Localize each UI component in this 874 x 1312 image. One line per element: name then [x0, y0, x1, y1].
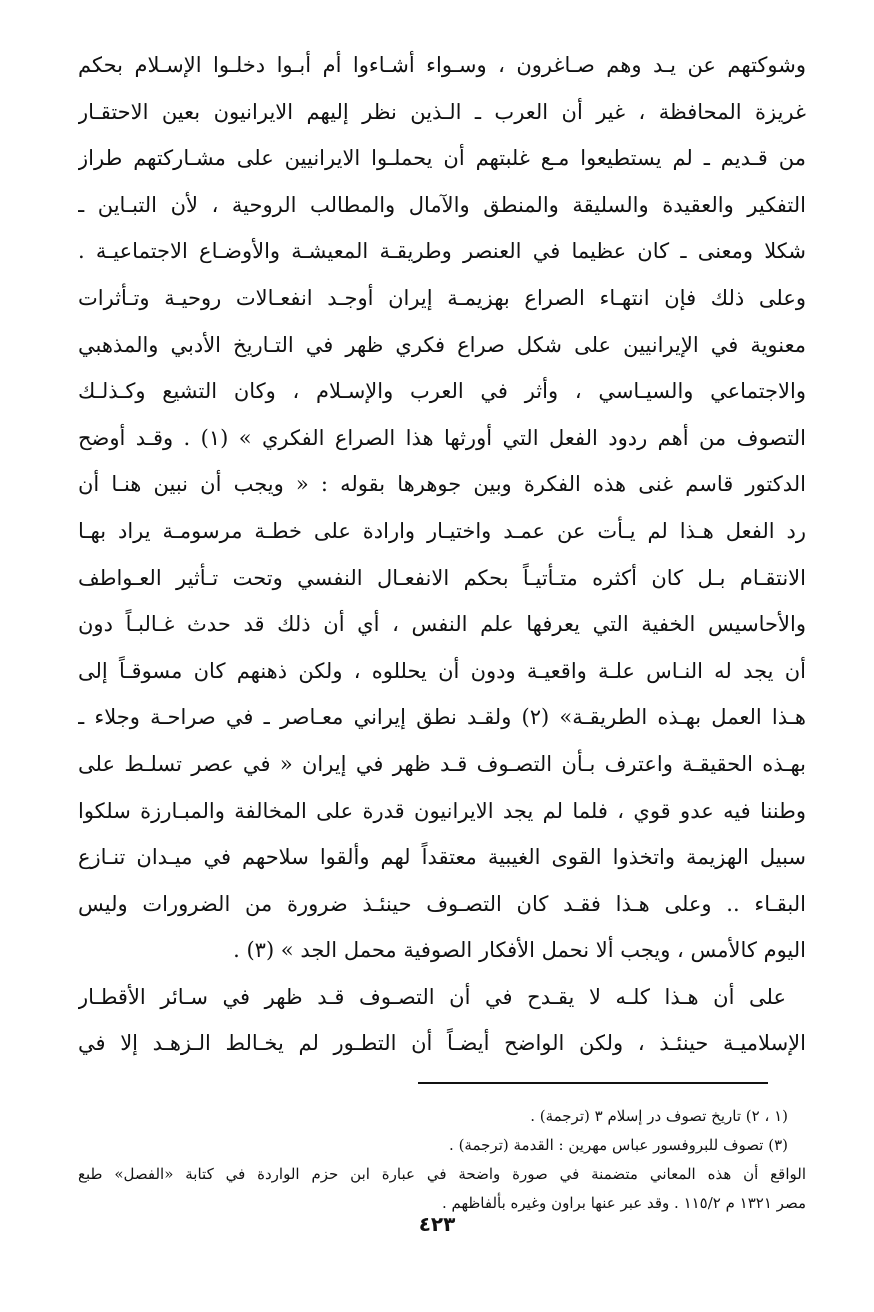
text-line: وشوكتهم عن يـد وهم صـاغرون ، وسـواء أشـاءوا أم أبـوا دخلـوا الإسـلام بحكم [78, 53, 806, 77]
text-line: أن يجد له النـاس علـة واقعيـة ودون أن يحللوه ، ولكن ذهنهم كان مسوقـاً إلى [78, 658, 806, 683]
text-line: معنوية في الإيرانيين على شكل صراع فكري ظهر في التـاريخ الأدبي والمذهبي [78, 332, 806, 357]
text-line: التصوف من أهم ردود الفعل التي أورثها هذا الصراع الفكري » (١) . وقـد أوضح [78, 425, 806, 450]
footnote: مصر ١٣٢١ م ١١٥/٢ . وقد عبر عنها براون وغيره بألفاظهم . [441, 1194, 806, 1212]
text-line: سبيل الهزيمة واتخذوا القوى الغيبية معتقداً لهم وألقوا سلاحهم في ميـدان تنـازع [78, 845, 806, 870]
footnote: الواقع أن هذه المعاني متضمنة في صورة واضحة في عبارة ابن حزم الواردة في كتابة «الفصل» طبع [78, 1165, 806, 1183]
text-line: من قـديم ـ لم يستطيعوا مـع غلبتهم أن يحملـوا الايرانيين على مشـاركتهم طراز [78, 146, 806, 171]
text-line: البقـاء .. وعلى هـذا فقـد كان التصـوف حينئـذ ضرورة من الضرورات وليس [78, 891, 806, 916]
text-line: والأحاسيس الخفية التي يعرفها علم النفس ، أي أن ذلك قد حدث غـالبـاً دون [78, 612, 806, 637]
text-line: الدكتور قاسم غنى هذه الفكرة وبين جوهرها بقوله : « ويجب أن نبين هنـا أن [78, 472, 806, 497]
text-line: وطننا فيه عدو قوي ، فلما لم يجد الايرانيون قدرة على المخالفة والمبـارزة سلكوا [78, 798, 806, 823]
text-line: والاجتماعي والسيـاسي ، وأثر في العرب والإسـلام ، وكان التشيع وكـذلـك [78, 379, 806, 404]
text-line: الإسلاميـة حينئـذ ، ولكن الواضح أيضـاً أن التطـور لم يخـالط الـزهـد إلا في [78, 1031, 806, 1056]
footnotes-block [78, 1102, 806, 1218]
footnote-divider [418, 1082, 768, 1084]
text-line: رد الفعل هـذا لم يـأت عن عمـد واختيـار وارادة على خطـة مرسومـة يراد بهـا [78, 518, 806, 543]
text-line: التفكير والعقيدة والسليقة والمنطق والآمال والمطالب الروحية ، لأن التبـاين ـ [78, 192, 806, 217]
text-line: اليوم كالأمس ، ويجب ألا نحمل الأفكار الصوفية محمل الجد » (٣) . [233, 938, 806, 963]
text-line: على أن هـذا كلـه لا يقـدح في أن التصـوف قـد ظهر في سـائر الأقطـار [78, 984, 786, 1009]
text-line: غريزة المحافظة ، غير أن العرب ـ الـذين نظر إليهم الايرانيون بعين الاحتقـار [78, 99, 806, 124]
text-line: وعلى ذلك فإن انتهـاء الصراع بهزيمـة إيران أوجـد انفعـالات روحيـة وتـأثرات [78, 285, 806, 310]
text-line: بهـذه الحقيقـة واعترف بـأن التصـوف قـد ظهر في إيران « في عصر تسلـط على [78, 751, 806, 776]
page-number: ٤٢٣ [418, 1212, 456, 1236]
footnote: (١ ، ٢) تاريخ تصوف در إسلام ٣ (ترجمة) . [530, 1107, 788, 1125]
text-line: الانتقـام بـل كان أكثره متـأتيـاً بحكم الانفعـال النفسي وتحت تـأثير العـواطف [78, 565, 806, 590]
main-text-block [78, 42, 806, 1067]
footnote: (٣) تصوف للبروفسور عباس مهرين : القدمة (ترجمة) . [449, 1136, 788, 1154]
text-line: شكلا ومعنى ـ كان عظيما في العنصر وطريقـة المعيشـة والأوضـاع الاجتماعيـة . [78, 239, 806, 264]
text-line: هـذا العمل بهـذه الطريقـة» (٢) ولقـد نطق إيراني معـاصر ـ في صراحـة وجلاء ـ [78, 705, 806, 730]
